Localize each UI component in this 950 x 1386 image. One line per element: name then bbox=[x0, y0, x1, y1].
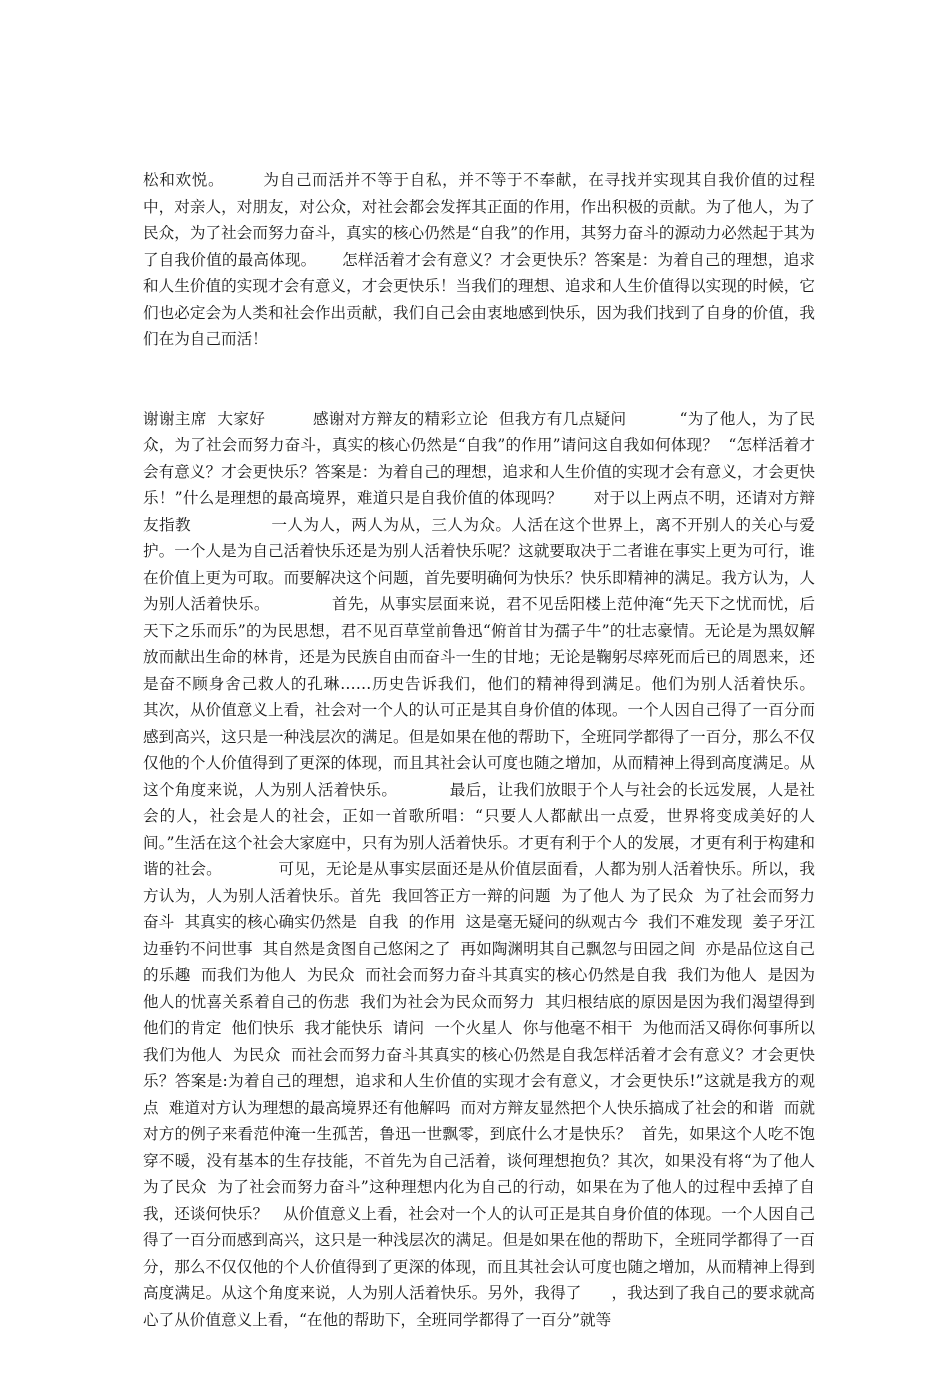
paragraph-1: 松和欢悦。 为自己而活并不等于自私，并不等于不奉献，在寻找并实现其自我价值的过程中，对亲人，对朋友，对公众，对社会都会发挥其正面的作用，作出积极的贡献。为了他人，为了民众，为了社会而努力奋斗，真实的核心仍然是“自我”的作用，其努力奋斗的源动力必然起于其为了自我价值的最高体现。 怎样活着才会有意义？才会更快乐？答案是：为着自己的理想，追求和人生价值的实现才会有意义，才会更快乐！当我们的理想、追求和人生价值得以实现的时候，它们也必定会为人类和社会作出贡献，我们自己会由衷地感到快乐，因为我们找到了自身的价值，我们在为自己而活！ bbox=[143, 171, 815, 348]
body-text bbox=[143, 114, 880, 1386]
paragraph-2: 谢谢主席 大家好 感谢对方辩友的精彩立论 但我方有几点疑问 “为了他人，为了民众，为了社会而努力奋斗，真实的核心仍然是“自我”的作用”请问这自我如何体现？ “怎样活着才会有意义？才会更快乐？答案是：为着自己的理想，追求和人生价值的实现才会有意义，才会更快乐！”什么是理想的最高境界，难道只是自我价值的体现吗？ 对于以上两点不明，还请对方辩友指教 一人为人，两人为从，三人为众。人活在这个世界上，离不开别人的关心与爱护。一个人是为自己活着快乐还是为别人活着快乐呢？这就要取决于二者谁在事实上更为可行，谁在价值上更为可取。而要解决这个问题，首先要明确何为快乐？快乐即精神的满足。我方认为，人为别人活着快乐。 首先，从事实层面来说，君不见岳阳楼上范仲淹“先天下之忧而忧，后天下之乐而乐”的为民思想，君不见百草堂前鲁迅“俯首甘为孺子牛”的壮志豪情。无论是为黑奴解放而献出生命的林肯，还是为民族自由而奋斗一生的甘地；无论是鞠躬尽瘁死而后已的周恩来，还是奋不顾身舍己救人的孔琳……历史告诉我们，他们的精神得到满足。他们为别人活着快乐。 其次，从价值意义上看，社会对一个人的认可正是其自身价值的体现。一个人因自己得了一百分而感到高兴，这只是一种浅层次的满足。但是如果在他的帮助下，全班同学都得了一百分，那么不仅仅他的个人价值得到了更深的体现，而且其社会认可度也随之增加，从而精神上得到高度满足。从这个角度来说，人为别人活着快乐。 最后，让我们放眼于个人与社会的长远发展，人是社会的人，社会是人的社会，正如一首歌所唱：“只要人人都献出一点爱，世界将变成美好的人间。”生活在这个社会大家庭中，只有为别人活着快乐。才更有利于个人的发展，才更有利于构建和谐的社会。 可见，无论是从事实层面还是从价值层面看，人都为别人活着快乐。所以，我方认为，人为别人活着快乐。首先 我回答正方一辩的问题 为了他人 为了民众 为了社会而努力奋斗 其真实的核心确实仍然是 自我 的作用 这是毫无疑问的纵观古今 我们不难发现 姜子牙江边垂钓不问世事 其自然是贪图自己悠闲之了 再如陶渊明其自己飘忽与田园之间 亦是品位这自己的乐趣 而我们为他人 为民众 而社会而努力奋斗其真实的核心仍然是自我 我们为他人 是因为他人的忧喜关系着自己的伤悲 我们为社会为民众而努力 其归根结底的原因是因为我们渴望得到他们的肯定 他们快乐 我才能快乐 请问 一个火星人 你与他毫不相干 为他而活又碍你何事所以 我们为他人 为民众 而社会而努力奋斗其真实的核心仍然是自我怎样活着才会有意义？才会更快乐？答案是:为着自己的理想，追求和人生价值的实现才会有意义，才会更快乐!”这就是我方的观点 难道对方认为理想的最高境界还有他解吗 而对方辩友显然把个人快乐搞成了社会的和谐 而就对方的例子来看范仲淹一生孤苦，鲁迅一世飘零，到底什么才是快乐？ 首先，如果这个人吃不饱穿不暖，没有基本的生存技能，不首先为自己活着，谈何理想抱负？其次，如果没有将“为了他人 为了民众 为了社会而努力奋斗”这种理想内化为自己的行动，如果在为了他人的过程中丢掉了自我，还谈何快乐？ 从价值意义上看，社会对一个人的认可正是其自身价值的体现。一个人因自己得了一百分而感到高兴，这只是一种浅层次的满足。但是如果在他的帮助下，全班同学都得了一百分，那么不仅仅他的个人价值得到了更深的体现，而且其社会认可度也随之增加，从而精神上得到高度满足。从这个角度来说，人为别人活着快乐。另外，我得了 ，我达到了我自己的要求就高心了从价值意义上看，“在他的帮助下，全班同学都得了一百分”就等 bbox=[143, 409, 880, 1329]
